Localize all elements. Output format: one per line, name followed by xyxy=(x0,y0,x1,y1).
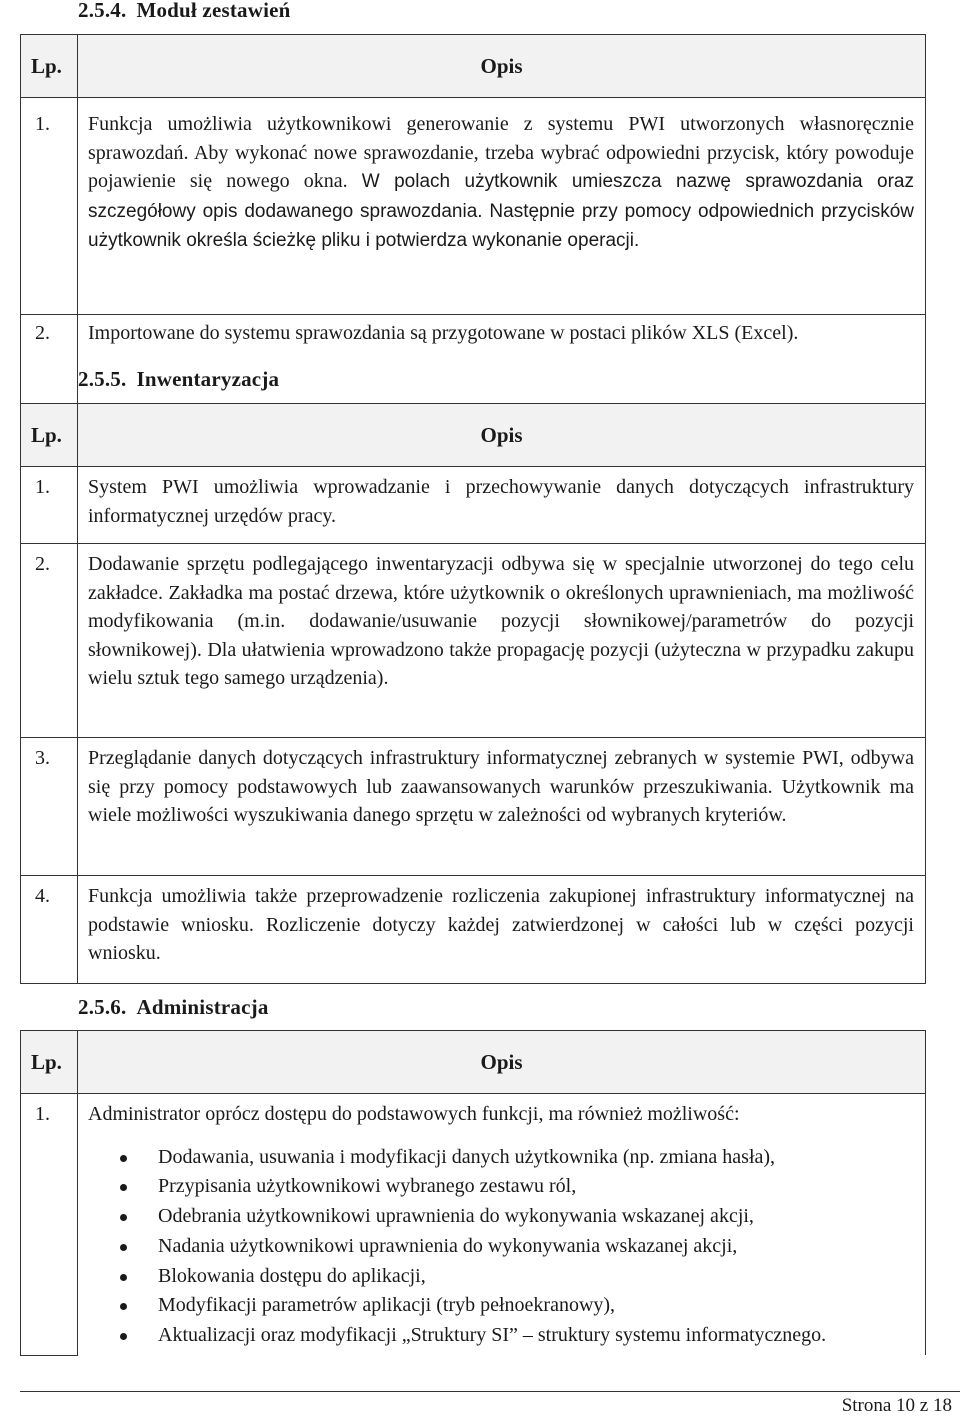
section-title: Administracja xyxy=(136,995,269,1019)
bullet-icon xyxy=(120,1274,127,1281)
list-item-text: Dodawania, usuwania i modyfikacji danych użytkownika (np. zmiana hasła), xyxy=(158,1145,776,1168)
bullet-icon xyxy=(120,1333,127,1340)
row-number: 1. xyxy=(21,1094,78,1356)
list-item xyxy=(88,1291,914,1321)
row-description: Dodawanie sprzętu podlegającego inwentaryzacji odbywa się w specjalnie utworzonej do tego celu zakładce. Zakładka ma postać drzewa, które użytkownik o określonych uprawnieniach, ma możliwość modyfikowania (m.in. dodawanie/usuwanie pozycji słownikowej/parametrów do pozycji słownikowej). Dla ułatwienia wprowadzono także propagację pozycji (użyteczna w przypadku zakupu wielu sztuk tego samego urządzenia). xyxy=(78,544,926,738)
page-number: Strona 10 z 18 xyxy=(841,1395,952,1416)
section-heading-2-5-6 xyxy=(78,995,269,1020)
row-number: 2. xyxy=(21,544,78,738)
section-heading-2-5-5 xyxy=(78,367,279,392)
table-row xyxy=(21,876,926,984)
table-inwentaryzacja xyxy=(20,403,926,984)
list-item xyxy=(88,1202,914,1232)
list-item-text: Aktualizacji oraz modyfikacji „Struktury SI” – struktury systemu informatycznego. xyxy=(158,1324,827,1347)
header-lp: Lp. xyxy=(21,404,78,467)
row-description: System PWI umożliwia wprowadzanie i przechowywanie danych dotyczących infrastruktury informatycznej urzędów pracy. xyxy=(78,467,926,544)
table-row xyxy=(21,315,926,413)
section-number: 2.5.5. xyxy=(78,367,127,391)
section-number: 2.5.4. xyxy=(78,0,127,22)
header-lp: Lp. xyxy=(21,35,78,98)
row-number: 3. xyxy=(21,738,78,876)
header-opis: Opis xyxy=(78,404,926,467)
table-row xyxy=(21,1094,926,1356)
bullet-icon xyxy=(120,1184,127,1191)
row-description xyxy=(78,1094,926,1356)
bullet-icon xyxy=(120,1214,127,1221)
section-number: 2.5.6. xyxy=(78,995,127,1019)
list-item-text: Modyfikacji parametrów aplikacji (tryb pełnoekranowy), xyxy=(158,1294,616,1317)
row-number: 4. xyxy=(21,876,78,984)
bullet-icon xyxy=(120,1155,127,1162)
list-item xyxy=(88,1143,914,1173)
bullet-icon xyxy=(120,1244,127,1251)
section-heading-2-5-4 xyxy=(78,0,291,23)
list-item xyxy=(88,1321,914,1351)
row-number: 1. xyxy=(21,98,78,315)
section-title: Inwentaryzacja xyxy=(136,367,280,391)
list-item-text: Nadania użytkownikowi uprawnienia do wykonywania wskazanej akcji, xyxy=(158,1234,738,1257)
list-item-text: Blokowania dostępu do aplikacji, xyxy=(158,1264,426,1287)
table-row xyxy=(21,98,926,315)
row-description: Importowane do systemu sprawozdania są przygotowane w postaci plików XLS (Excel). xyxy=(78,315,926,413)
list-item-text: Przypisania użytkownikowi wybranego zestawu ról, xyxy=(158,1175,577,1198)
row-intro-text: Administrator oprócz dostępu do podstawowych funkcji, ma również możliwość: xyxy=(88,1103,740,1125)
section-title: Moduł zestawień xyxy=(136,0,291,22)
table-administracja xyxy=(20,1030,926,1356)
table-row xyxy=(21,738,926,876)
footer-divider xyxy=(20,1391,960,1392)
list-item xyxy=(88,1262,914,1292)
row-description xyxy=(78,98,926,315)
row-text-part: Funkcja umożliwia użytkownikowi generowanie z systemu PWI utworzonych własnoręcznie sprawozdań. Aby wykonać nowe sprawozdanie, trzeba wybrać odpowiedni przycisk, który powoduje pojawienie się nowego okna. xyxy=(88,113,914,193)
row-number: 1. xyxy=(21,467,78,544)
row-text-part: W polach użytkownik umieszcza nazwę sprawozdania oraz szczegółowy opis dodawanego sprawozdania. Następnie przy pomocy odpowiednich przycisków użytkownik określa ścieżkę pliku i potwierdza wykonanie operacji. xyxy=(88,171,914,252)
table-header-row xyxy=(21,35,926,98)
table-header-row xyxy=(21,1031,926,1094)
list-item xyxy=(88,1172,914,1202)
header-lp: Lp. xyxy=(21,1031,78,1094)
row-description: Funkcja umożliwia także przeprowadzenie rozliczenia zakupionej infrastruktury informatycznej na podstawie wniosku. Rozliczenie dotyczy każdej zatwierdzonej w całości lub w części pozycji wniosku. xyxy=(78,876,926,984)
row-number: 2. xyxy=(21,315,78,413)
table-header-row xyxy=(21,404,926,467)
row-description: Przeglądanie danych dotyczących infrastruktury informatycznej zebranych w systemie PWI, odbywa się przy pomocy podstawowych lub zaawansowanych warunków przeszukiwania. Użytkownik ma wiele możliwości wyszukiwania danego sprzętu w zależności od wybranych kryteriów. xyxy=(78,738,926,876)
table-zestawienia xyxy=(20,34,926,413)
bullet-list xyxy=(88,1143,914,1352)
table-row xyxy=(21,467,926,544)
header-opis: Opis xyxy=(78,35,926,98)
table-row xyxy=(21,544,926,738)
header-opis: Opis xyxy=(78,1031,926,1094)
bullet-icon xyxy=(120,1303,127,1310)
list-item-text: Odebrania użytkownikowi uprawnienia do wykonywania wskazanej akcji, xyxy=(158,1205,754,1228)
list-item xyxy=(88,1232,914,1262)
